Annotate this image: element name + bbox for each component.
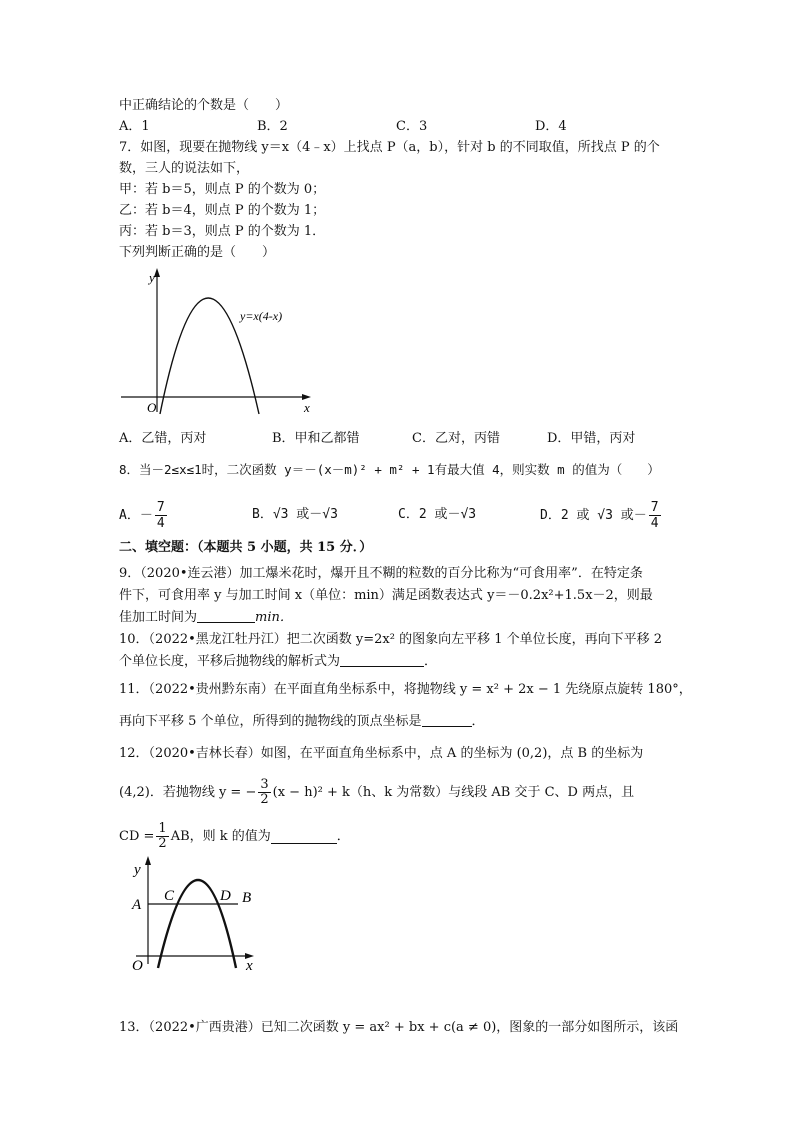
q10-answer-blank[interactable] [340,652,424,667]
q7-statement-bing: 丙：若 b＝3，则点 P 的个数为 1． [119,224,326,239]
q8-option-d-denominator: 4 [650,516,659,531]
q6-stem: 中正确结论的个数是（ ） [119,98,289,113]
q12-label-a: A [132,897,142,913]
q6-option-a: A．1 [119,119,150,134]
q12-line2-pre: (4,2)．若抛物线 y = − [119,784,257,800]
q11-line1: 11．（2022•贵州黔东南）在平面直角坐标系中，将抛物线 y = x² + 2x − 1 先绕原点旋转 180°， [119,682,692,697]
q12-parabola-figure [128,852,274,972]
q12-fraction-numerator: 3 [260,777,269,792]
q7-option-a: A．乙错，丙对 [119,431,207,446]
q10-line2 [119,652,437,672]
q8-option-a-denominator: 4 [156,516,165,531]
q6-option-c: C．3 [396,119,428,134]
q7-statement-yi: 乙：若 b＝4，则点 P 的个数为 1； [119,203,326,218]
q12-line3 [119,822,350,851]
q13-line1: 13．（2022•广西贵港）已知二次函数 y = ax² + bx + c(a ≠ 0)，图象的一部分如图所示，该函 [119,1020,679,1035]
q6-option-b: B．2 [257,119,288,134]
q12-label-c: C [164,888,175,904]
section-heading-fill-in: 二、填空题：（本题共 5 小题，共 15 分．） [119,540,373,555]
q12-answer-blank[interactable] [271,829,337,844]
q6-option-d: D．4 [535,119,567,134]
q10-line1: 10．（2022•黑龙江牡丹江）把二次函数 y=2x² 的图象向左平移 1 个单位长度，再向下平移 2 [119,632,663,647]
q9-line3-post: min． [255,610,293,625]
q8-option-d-numerator: 7 [650,500,659,515]
q11-line2-post: ． [471,714,485,729]
q12-label-b: B [242,890,252,906]
q12-line2-post: (x − h)² + k（h、k 为常数）与线段 AB 交于 C、D 两点，且 [272,784,635,800]
q12-y-arrow [145,856,151,865]
q7-option-b: B．甲和乙都错 [272,431,360,446]
q12-fraction2-denominator: 2 [158,836,167,851]
q9-answer-blank[interactable] [197,608,255,623]
q8-option-a-numerator: 7 [156,500,165,515]
q8-option-d-fraction [649,500,661,531]
q7-line1: 7．如图，现要在抛物线 y＝x（4﹣x）上找点 P（a，b），针对 b 的不同取值，所找点 P 的个 [119,140,660,155]
q10-line2-post: ． [424,654,438,669]
q7-label-y: y [149,270,155,285]
q10-line2-pre: 个单位长度，平移后抛物线的解析式为 [119,654,341,669]
q12-label-origin: O [132,958,143,972]
q12-label-y: y [134,862,141,878]
q12-line1: 12．（2020•吉林长春）如图，在平面直角坐标系中，点 A 的坐标为 (0,2)，点 B 的坐标为 [119,746,644,761]
q12-label-d: D [220,888,231,904]
q7-curve-label: y=x(4-x) [240,309,283,323]
q12-line3-pre: CD = [119,828,155,844]
q8-option-d [540,500,661,531]
q12-fraction2-numerator: 1 [158,821,167,836]
q7-y-arrow [154,268,160,277]
q9-line1: 9．（2020•连云港）加工爆米花时，爆开且不糊的粒数的百分比称为“可食用率”．在特定条 [119,566,643,581]
q12-label-x: x [246,958,253,972]
q7-parabola-figure [115,262,325,424]
q7-statement-jia: 甲：若 b＝5，则点 P 的个数为 0； [119,182,326,197]
q12-line3-post: ． [336,828,350,844]
q7-ask: 下列判断正确的是（ ） [119,245,276,260]
q11-line2-pre: 再向下平移 5 个单位，所得到的抛物线的顶点坐标是 [119,714,422,729]
q7-line2: 数，三人的说法如下， [119,161,250,176]
q12-line2 [119,778,634,807]
q12-fraction-denominator: 2 [260,792,269,807]
q8-option-c: C．2 或－√3 [398,507,477,522]
q7-label-origin: O [147,400,157,415]
q12-fraction-3-2 [258,778,270,807]
q9-line2: 件下，可食用率 y 与加工时间 x（单位：min）满足函数表达式 y＝－0.2x²+1.5x－2，则最 [119,588,653,603]
q12-line3-mid: AB，则 k 的值为 [170,828,271,844]
q8-option-d-prefix: D．2 或 √3 或－ [540,507,647,523]
q8-option-a [119,500,167,531]
q8-option-b: B．√3 或－√3 [252,507,338,522]
q11-answer-blank[interactable] [422,712,472,727]
q9-line3-pre: 佳加工时间为 [119,610,198,625]
q8-stem: 8．当－2≤x≤1时，二次函数 y＝－(x－m)² + m² + 1有最大值 4，则实数 m 的值为（ ） [119,462,660,477]
q8-option-a-fraction [155,500,167,531]
q7-label-x: x [304,400,310,415]
q7-option-c: C．乙对，丙错 [412,431,500,446]
q12-fraction-1-2 [156,822,168,851]
q9-line3 [119,608,293,628]
q11-line2 [119,712,485,732]
q7-option-d: D．甲错，丙对 [547,431,636,446]
q8-option-a-prefix: A．－ [119,507,153,523]
